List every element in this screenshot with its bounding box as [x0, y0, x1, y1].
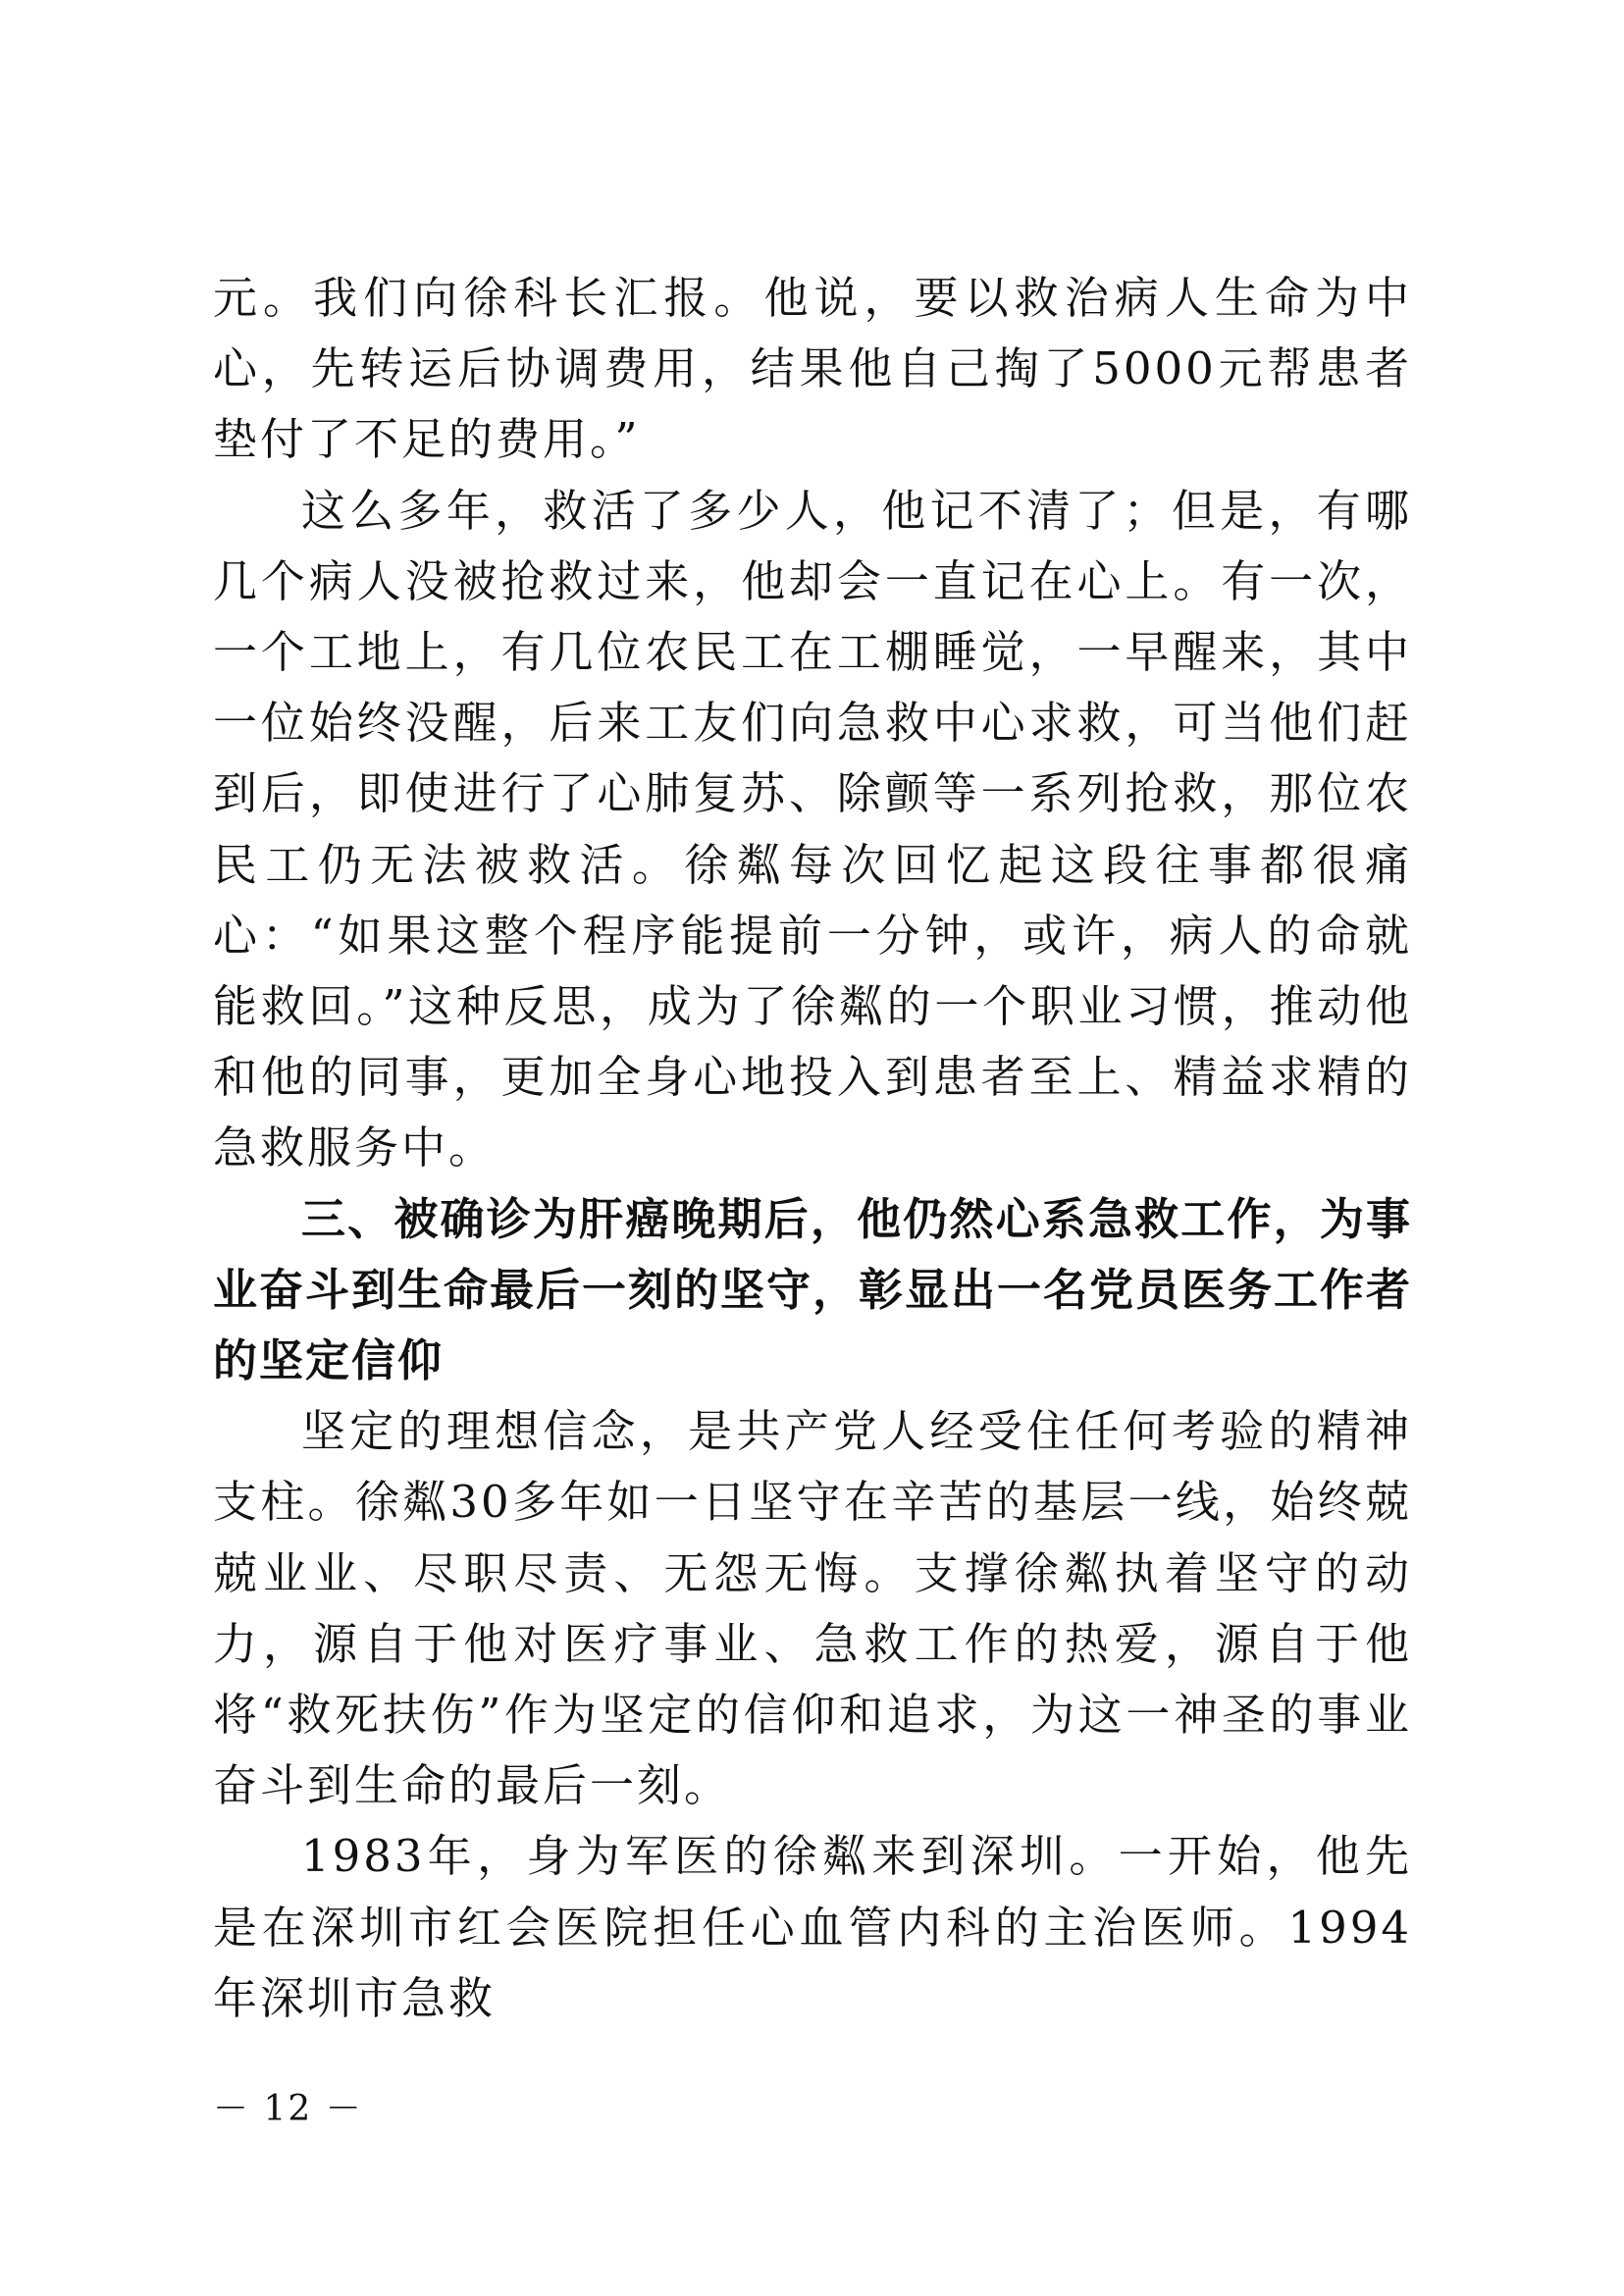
paragraph-1983: 1983年，身为军医的徐粼来到深圳。一开始，他先是在深圳市红会医院担任心血管内科的主治医师。1994年深圳市急救 [213, 1830, 1412, 2024]
paragraph-continued: 元。我们向徐科长汇报。他说，要以救治病人生命为中心，先转运后协调费用，结果他自己掏了5000元帮患者垫付了不足的费用。” [213, 272, 1412, 466]
document-body [213, 263, 1412, 2034]
page-number: － 12 － [213, 2089, 363, 2129]
section-heading-3: 三、被确诊为肝癌晚期后，他仍然心系急救工作，为事业奋斗到生命最后一刻的坚守，彰显出一名党员医务工作者的坚定信仰 [213, 1192, 1413, 1387]
paragraph-belief: 坚定的理想信念，是共产党人经受住任何考验的精神支柱。徐粼30多年如一日坚守在辛苦的基层一线，始终兢兢业业、尽职尽责、无怨无悔。支撑徐粼执着坚守的动力，源自于他对医疗事业、急救工作的热爱，源自于他将“救死扶伤”作为坚定的信仰和追求，为这一神圣的事业奋斗到生命的最后一刻。 [213, 1405, 1412, 1812]
paragraph-rescue-memory: 这么多年，救活了多少人，他记不清了；但是，有哪几个病人没被抢救过来，他却会一直记在心上。有一次，一个工地上，有几位农民工在工棚睡觉，一早醒来，其中一位始终没醒，后来工友们向急救中心求救，可当他们赶到后，即使进行了心肺复苏、除颤等一系列抢救，那位农民工仍无法被救活。徐粼每次回忆起这段往事都很痛心：“如果这整个程序能提前一分钟，或许，病人的命就能救回。”这种反思，成为了徐粼的一个职业习惯，推动他和他的同事，更加全身心地投入到患者至上、精益求精的急救服务中。 [213, 484, 1412, 1174]
